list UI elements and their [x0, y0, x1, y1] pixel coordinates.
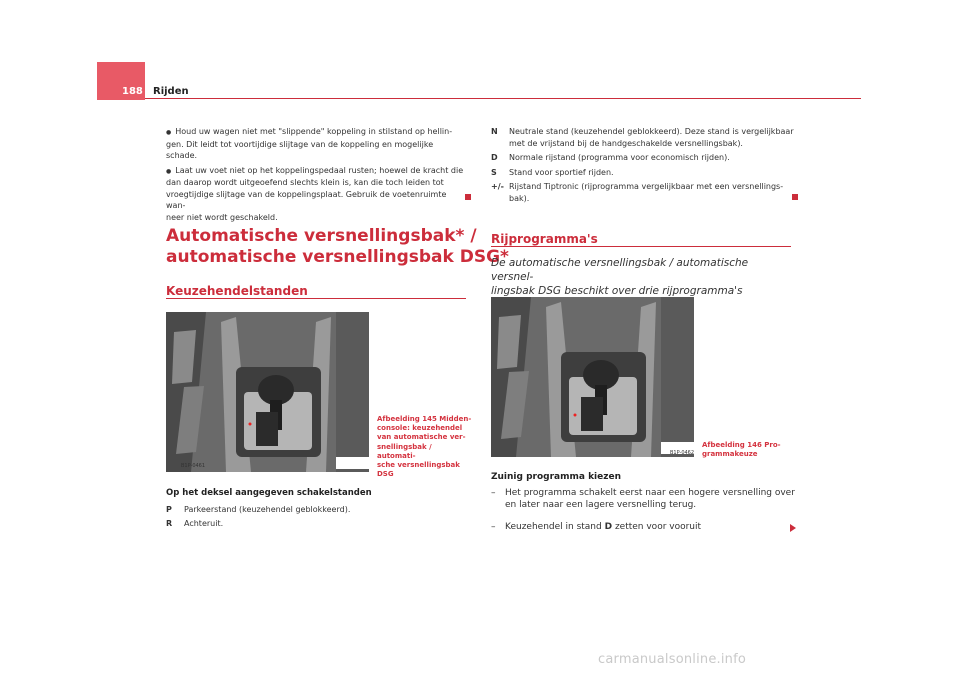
figure-145-code: B1P-0461 [181, 463, 206, 469]
sub-heading-rule [491, 246, 791, 247]
figure-146-photo [491, 297, 694, 457]
continue-arrow-icon [790, 524, 796, 532]
sub-heading-selector-positions: Keuzehendelstanden [166, 284, 308, 298]
position-item: S Stand voor sportief rijden. [491, 167, 614, 177]
main-heading: Automatische versnellingsbak* / automatische versnellingsbak DSG* [166, 226, 509, 267]
sub-heading-programs: Rijprogramma's [491, 232, 598, 246]
position-item: P Parkeerstand (keuzehendel geblokkeerd). [166, 504, 351, 514]
header-divider [145, 98, 861, 99]
positions-list-right [491, 126, 796, 207]
position-item: N Neutrale stand (keuzehendel geblokkeerd). Deze stand is vergelijkbaar met de vrijstand bij de handgeschakelde versnellingsbak). [491, 127, 794, 148]
program-section [491, 472, 791, 488]
positions-heading: Op het deksel aangegeven schakelstanden [166, 488, 372, 498]
section-intro: De automatische versnellingsbak / automatische versnel- lingsbak DSG beschikt over drie rijprogramma's [491, 257, 749, 297]
position-item: D Normale rijstand (programma voor economisch rijden). [491, 153, 730, 162]
position-item: R Achteruit. [166, 519, 224, 528]
bullet-item: ● Houd uw wagen niet met "slippende" koppeling in stilstand op hellin- gen. Dit leidt tot voortijdige slijtage van de koppeling en mogelijke schade. [166, 127, 453, 160]
instruction-step: – Keuzehendel in stand D zetten voor vooruit [491, 522, 702, 532]
figure-145-caption: Afbeelding 145 Midden- console: keuzehendel van automatische ver- snellingsbak / automati- sche versnellingsbak DSG [377, 415, 472, 479]
figure-145-photo [166, 312, 369, 472]
figure-146-caption: Afbeelding 146 Pro- grammakeuze [702, 441, 781, 459]
figure-146-code: B1P-0462 [670, 450, 695, 456]
watermark: carmanualsonline.info [598, 652, 747, 667]
section-title: Rijden [153, 86, 189, 97]
bullet-list [166, 126, 466, 226]
section-end-marker [792, 194, 798, 200]
program-heading: Zuinig programma kiezen [491, 472, 621, 482]
positions-list-left [166, 488, 466, 533]
page-number: 188 [122, 86, 143, 97]
position-item: +/- Rijstand Tiptronic (rijprogramma vergelijkbaar met een versnellings- bak). [491, 182, 784, 203]
bullet-item: ● Laat uw voet niet op het koppelingspedaal rusten; hoewel de kracht die dan daarop wordt uitgeoefend slechts klein is, kan die toch leiden tot vroegtijdige slijtage van de koppelingsplaat. Gebruik de voetenruimte wan- neer niet wordt geschakeld. [166, 165, 464, 222]
section-end-marker [465, 194, 471, 200]
sub-heading-rule [166, 298, 466, 299]
instruction-step: – Het programma schakelt eerst naar een hogere versnelling over en later naar een lagere versnelling terug. [491, 488, 795, 510]
